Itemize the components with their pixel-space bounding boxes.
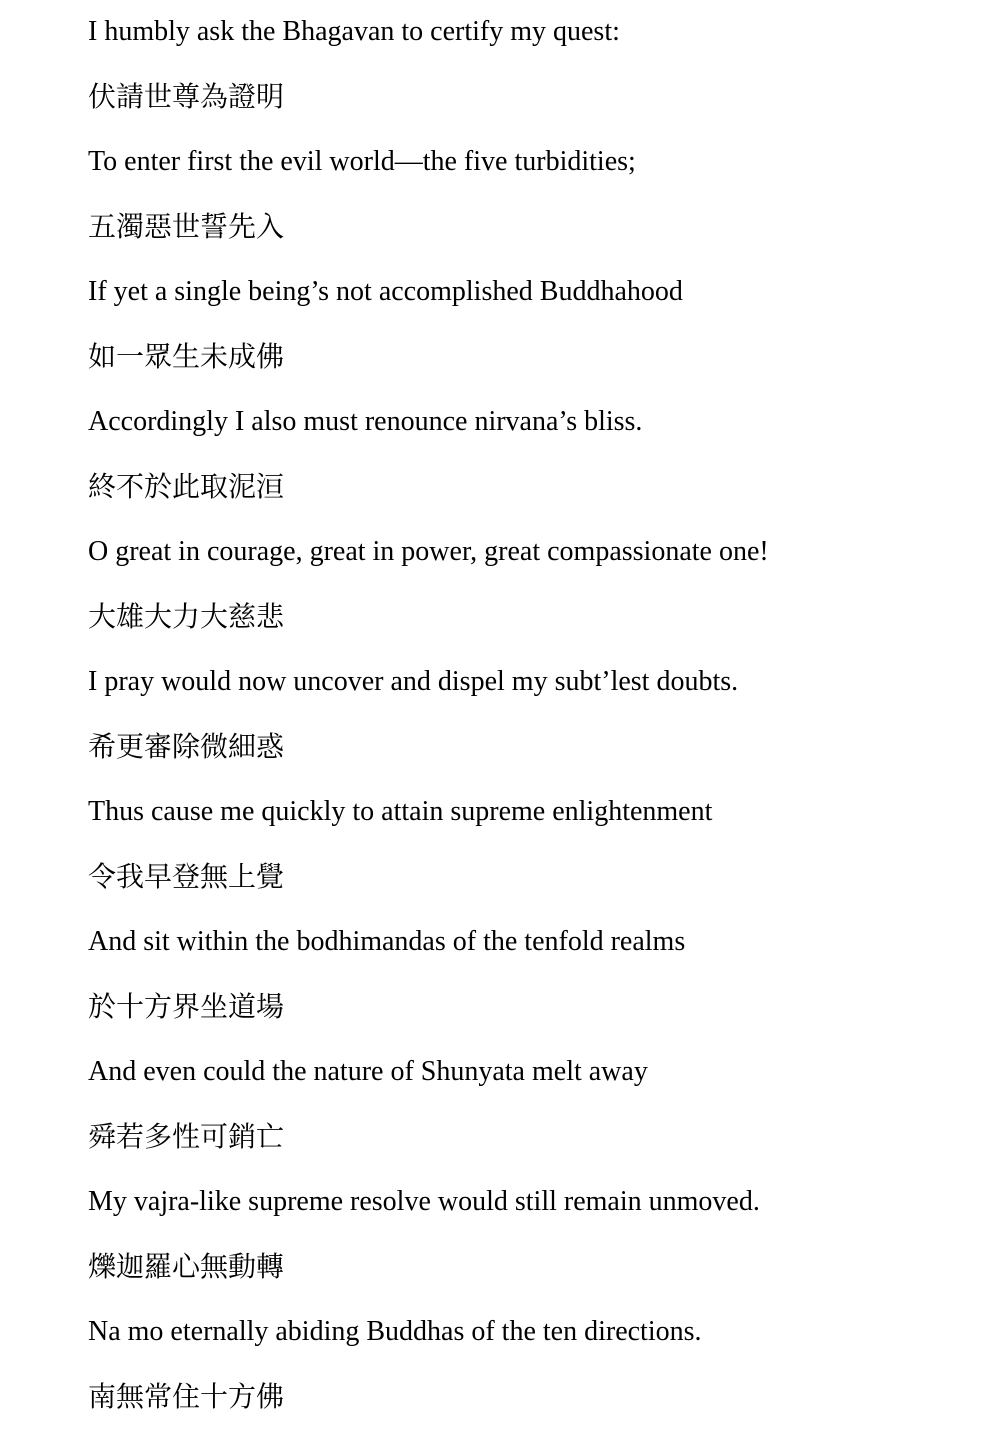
verse-line-chinese: 伏請世尊為證明 xyxy=(88,80,285,113)
verse-line-chinese: 舜若多性可銷亡 xyxy=(88,1120,285,1153)
verse-line-chinese: 大雄大力大慈悲 xyxy=(88,600,285,633)
verse-line-chinese: 令我早登無上覺 xyxy=(88,860,285,893)
verse-body xyxy=(88,10,968,1440)
verse-line-chinese: 希更審除微細惑 xyxy=(88,730,285,763)
verse-line-english: To enter first the evil world—the five turbidities; xyxy=(88,146,636,177)
verse-line-english: And sit within the bodhimandas of the tenfold realms xyxy=(88,926,686,957)
verse-line-chinese: 南無常住十方佛 xyxy=(88,1380,285,1413)
verse-line-chinese: 五濁惡世誓先入 xyxy=(88,210,285,243)
verse-line-english: And even could the nature of Shunyata melt away xyxy=(88,1056,648,1087)
verse-line-english: Accordingly I also must renounce nirvana’s bliss. xyxy=(88,406,643,437)
verse-line-english: I pray would now uncover and dispel my subt’lest doubts. xyxy=(88,666,739,697)
verse-line-english: Thus cause me quickly to attain supreme enlightenment xyxy=(88,796,713,827)
verse-line-english: Na mo eternally abiding Buddhas of the ten directions. xyxy=(88,1316,702,1347)
verse-line-english: If yet a single being’s not accomplished Buddhahood xyxy=(88,276,683,307)
verse-line-chinese: 爍迦羅心無動轉 xyxy=(88,1250,285,1283)
verse-line-english: O great in courage, great in power, great compassionate one! xyxy=(88,536,769,567)
verse-line-chinese: 如一眾生未成佛 xyxy=(88,340,285,373)
verse-line-chinese: 終不於此取泥洹 xyxy=(88,470,285,503)
verse-line-chinese: 於十方界坐道場 xyxy=(88,990,285,1023)
verse-line-english: My vajra-like supreme resolve would still remain unmoved. xyxy=(88,1186,760,1217)
verse-line-english: I humbly ask the Bhagavan to certify my quest: xyxy=(88,16,620,47)
